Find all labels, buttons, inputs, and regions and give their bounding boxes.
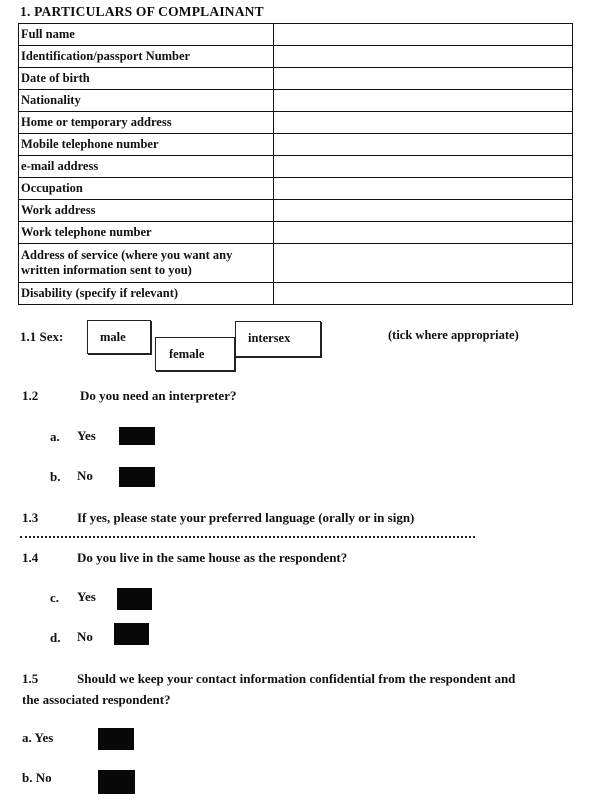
field-label-email: e-mail address (19, 156, 274, 178)
field-label-occupation: Occupation (19, 178, 274, 200)
field-label-work-address: Work address (19, 200, 274, 222)
table-row (19, 200, 573, 222)
question-text: If yes, please state your preferred language (orally or in sign) (77, 510, 415, 525)
sex-option-label: female (169, 347, 205, 361)
table-row (19, 178, 573, 200)
field-label-full-name: Full name (19, 24, 274, 46)
question-number: 1.5 (22, 671, 39, 686)
option-label: No (77, 629, 93, 644)
sex-option-intersex[interactable] (235, 321, 321, 357)
field-label-id-number: Identification/passport Number (19, 46, 274, 68)
particulars-table (18, 23, 573, 305)
answer-checkbox-confidential-no[interactable] (98, 770, 135, 794)
section-heading: 1. PARTICULARS OF COMPLAINANT (20, 4, 264, 19)
option-letter: a. (50, 429, 60, 444)
option-letter: b. (50, 469, 61, 484)
field-input-full-name[interactable] (274, 24, 573, 46)
table-row (19, 134, 573, 156)
field-label-nationality: Nationality (19, 90, 274, 112)
option-letter: d. (50, 630, 61, 645)
sex-question-label: 1.1 Sex: (20, 329, 64, 344)
question-number: 1.4 (22, 550, 39, 565)
answer-checkbox-interpreter-yes[interactable] (119, 427, 155, 445)
field-input-email[interactable] (274, 156, 573, 178)
field-label-home-address: Home or temporary address (19, 112, 274, 134)
option-letter: c. (50, 590, 60, 605)
tick-instruction: (tick where appropriate) (388, 328, 519, 342)
sex-option-label: male (100, 330, 126, 344)
field-label-address-of-service: Address of service (where you want any written information sent to you) (19, 244, 274, 283)
field-input-address-of-service[interactable] (274, 244, 573, 283)
field-label-disability: Disability (specify if relevant) (19, 283, 274, 305)
field-input-work-address[interactable] (274, 200, 573, 222)
option-label: Yes (77, 428, 96, 443)
option-label: b. No (22, 770, 52, 785)
field-label-work-phone: Work telephone number (19, 222, 274, 244)
field-label-mobile-phone: Mobile telephone number (19, 134, 274, 156)
field-input-occupation[interactable] (274, 178, 573, 200)
table-row (19, 46, 573, 68)
table-row (19, 156, 573, 178)
sex-option-female[interactable] (155, 337, 235, 371)
table-row (19, 90, 573, 112)
table-row (19, 24, 573, 46)
language-answer-line[interactable] (20, 528, 475, 538)
table-row (19, 244, 573, 283)
question-text-line2: the associated respondent? (22, 692, 171, 707)
field-input-mobile-phone[interactable] (274, 134, 573, 156)
answer-checkbox-same-house-no[interactable] (114, 623, 149, 645)
table-row (19, 68, 573, 90)
option-label: a. Yes (22, 730, 54, 745)
field-input-home-address[interactable] (274, 112, 573, 134)
question-number: 1.2 (22, 388, 39, 403)
answer-checkbox-confidential-yes[interactable] (98, 728, 134, 750)
question-text: Do you need an interpreter? (80, 388, 237, 403)
field-input-disability[interactable] (274, 283, 573, 305)
question-text: Do you live in the same house as the respondent? (77, 550, 348, 565)
option-label: Yes (77, 589, 96, 604)
table-row (19, 112, 573, 134)
field-label-date-of-birth: Date of birth (19, 68, 274, 90)
answer-checkbox-same-house-yes[interactable] (117, 588, 152, 610)
sex-option-label: intersex (248, 331, 291, 345)
field-input-id-number[interactable] (274, 46, 573, 68)
table-row (19, 283, 573, 305)
question-text-line1: Should we keep your contact information confidential from the respondent and (77, 671, 516, 686)
option-label: No (77, 468, 93, 483)
field-input-nationality[interactable] (274, 90, 573, 112)
sex-option-male[interactable] (87, 320, 151, 354)
answer-checkbox-interpreter-no[interactable] (119, 467, 155, 487)
table-row (19, 222, 573, 244)
field-input-date-of-birth[interactable] (274, 68, 573, 90)
field-input-work-phone[interactable] (274, 222, 573, 244)
question-number: 1.3 (22, 510, 39, 525)
